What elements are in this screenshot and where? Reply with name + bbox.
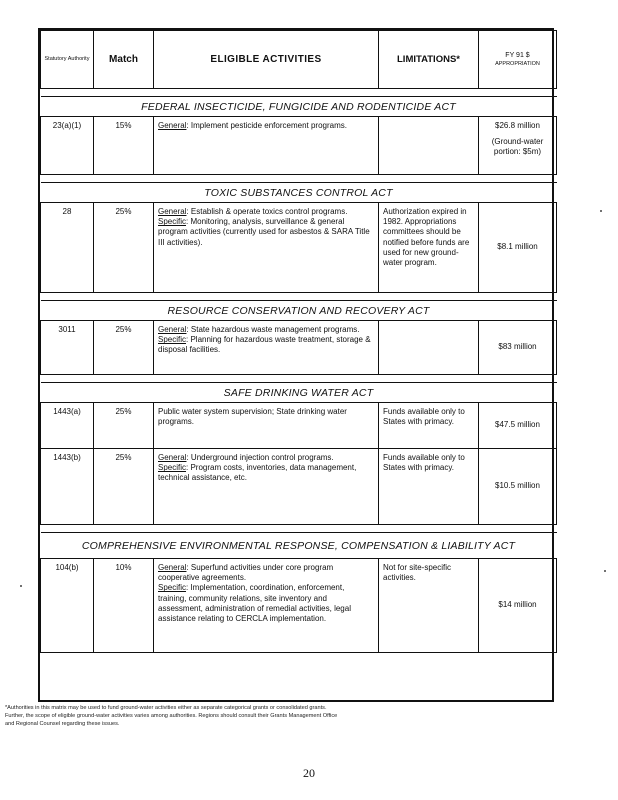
scan-speck: [20, 585, 22, 587]
specific-label: Specific: [158, 335, 187, 345]
section-title: FEDERAL INSECTICIDE, FUNGICIDE AND RODENTICIDE ACT: [41, 97, 557, 117]
specific-label: Specific: [158, 583, 187, 593]
specific-label: Specific: [158, 463, 187, 473]
general-label: General: [158, 121, 187, 130]
general-label: General: [158, 453, 187, 462]
authority-cell: 23(a)(1): [41, 117, 94, 175]
table-row: [41, 403, 557, 449]
page-number: 20: [303, 766, 315, 780]
section-title-row: [41, 383, 557, 403]
section-spacer: [41, 89, 557, 97]
table-row: [41, 203, 557, 293]
footnote-line: *Authorities in this matrix may be used to fund ground-water activities either as separate categorical grants or consolidated grants.: [5, 705, 327, 711]
footnote: [5, 704, 605, 728]
appropriation-note: (Ground-water portion: $5m): [491, 137, 544, 157]
specific-text: : Monitoring, analysis, surveillance & general program activities (currently used for asbestos & SARA Title III activities).: [158, 217, 370, 247]
appropriation-amount: $10.5 million: [495, 481, 540, 491]
activities-cell: [154, 449, 379, 525]
appropriation-cell: [479, 117, 557, 175]
limitations-cell: Funds available only to States with primacy.: [379, 449, 479, 525]
header-match: Match: [94, 31, 154, 89]
general-label: General: [158, 207, 187, 216]
activities-cell: [154, 321, 379, 375]
eligible-activities-table: [38, 28, 554, 702]
section-title-row: [41, 183, 557, 203]
authority-cell: 104(b): [41, 559, 94, 653]
table-row: [41, 449, 557, 525]
section-title: RESOURCE CONSERVATION AND RECOVERY ACT: [41, 301, 557, 321]
general-text: : State hazardous waste management programs.: [186, 325, 360, 334]
general-label: General: [158, 325, 187, 334]
appropriation-amount: $47.5 million: [495, 420, 540, 430]
general-text: : Superfund activities under core program cooperative agreements.: [158, 563, 334, 583]
header-authority: Statutory Authority: [41, 31, 94, 89]
match-cell: 10%: [94, 559, 154, 653]
section-spacer: [41, 525, 557, 533]
general-text: : Implement pesticide enforcement programs.: [186, 121, 347, 130]
section-spacer: [41, 293, 557, 301]
appropriation-cell: [479, 559, 557, 653]
header-appropriation: [479, 31, 557, 89]
match-cell: 25%: [94, 203, 154, 293]
table-row: [41, 559, 557, 653]
appropriation-amount: $26.8 million: [495, 121, 540, 130]
appropriation-cell: [479, 403, 557, 449]
limitations-cell: Funds available only to States with primacy.: [379, 403, 479, 449]
authority-cell: 1443(a): [41, 403, 94, 449]
activities-cell: [154, 203, 379, 293]
specific-label: Specific: [158, 217, 187, 227]
general-label: General: [158, 563, 187, 572]
authority-cell: 1443(b): [41, 449, 94, 525]
specific-text: : Planning for hazardous waste treatment, storage & disposal facilities.: [158, 335, 371, 355]
activities-cell: [154, 403, 379, 449]
authority-cell: 28: [41, 203, 94, 293]
specific-text: : Program costs, inventories, data management, technical assistance, etc.: [158, 463, 357, 483]
authority-cell: 3011: [41, 321, 94, 375]
match-cell: 25%: [94, 449, 154, 525]
limitations-cell: [379, 117, 479, 175]
footnote-line: Further, the scope of eligible ground-water activities varies among authorities. Regions should consult their Grants Management Office: [5, 713, 338, 719]
appropriation-cell: [479, 203, 557, 293]
table-row: [41, 117, 557, 175]
header-limitations: LIMITATIONS*: [379, 31, 479, 89]
header-appropriation-label: APPROPRIATION: [495, 60, 540, 67]
limitations-cell: Not for site-specific activities.: [379, 559, 479, 653]
section-title: COMPREHENSIVE ENVIRONMENTAL RESPONSE, COMPENSATION & LIABILITY ACT: [41, 533, 557, 559]
match-cell: 25%: [94, 403, 154, 449]
section-title-row: [41, 301, 557, 321]
activities-cell: [154, 117, 379, 175]
match-cell: 25%: [94, 321, 154, 375]
section-title-row: [41, 533, 557, 559]
limitations-cell: Authorization expired in 1982. Appropriations committees should be notified before funds are used for new ground-water program.: [379, 203, 479, 293]
activities-cell: [154, 559, 379, 653]
section-title: TOXIC SUBSTANCES CONTROL ACT: [41, 183, 557, 203]
table-row: [41, 321, 557, 375]
scan-speck: [600, 210, 602, 212]
general-text: : Underground injection control programs.: [186, 453, 334, 462]
appropriation-cell: [479, 449, 557, 525]
header-activities: ELIGIBLE ACTIVITIES: [154, 31, 379, 89]
section-title-row: [41, 97, 557, 117]
section-spacer: [41, 375, 557, 383]
appropriation-cell: [479, 321, 557, 375]
appropriation-amount: $83 million: [498, 342, 537, 352]
header-row: [41, 31, 557, 89]
appropriation-amount: $14 million: [498, 600, 537, 610]
general-text: Public water system supervision; State drinking water programs.: [158, 407, 347, 427]
general-text: : Establish & operate toxics control programs.: [186, 207, 348, 216]
appropriation-amount: $8.1 million: [497, 242, 538, 252]
header-fy: FY 91 $: [505, 51, 530, 59]
footnote-line: and Regional Counsel regarding these issues.: [5, 721, 120, 727]
section-title: SAFE DRINKING WATER ACT: [41, 383, 557, 403]
scan-speck: [604, 570, 606, 572]
limitations-cell: [379, 321, 479, 375]
section-spacer: [41, 175, 557, 183]
specific-text: : Implementation, coordination, enforcement, training, community relations, site inventory and assessment, administration of remedial activities, legal assistance relating to CERCLA implementation.: [158, 583, 351, 624]
match-cell: 15%: [94, 117, 154, 175]
